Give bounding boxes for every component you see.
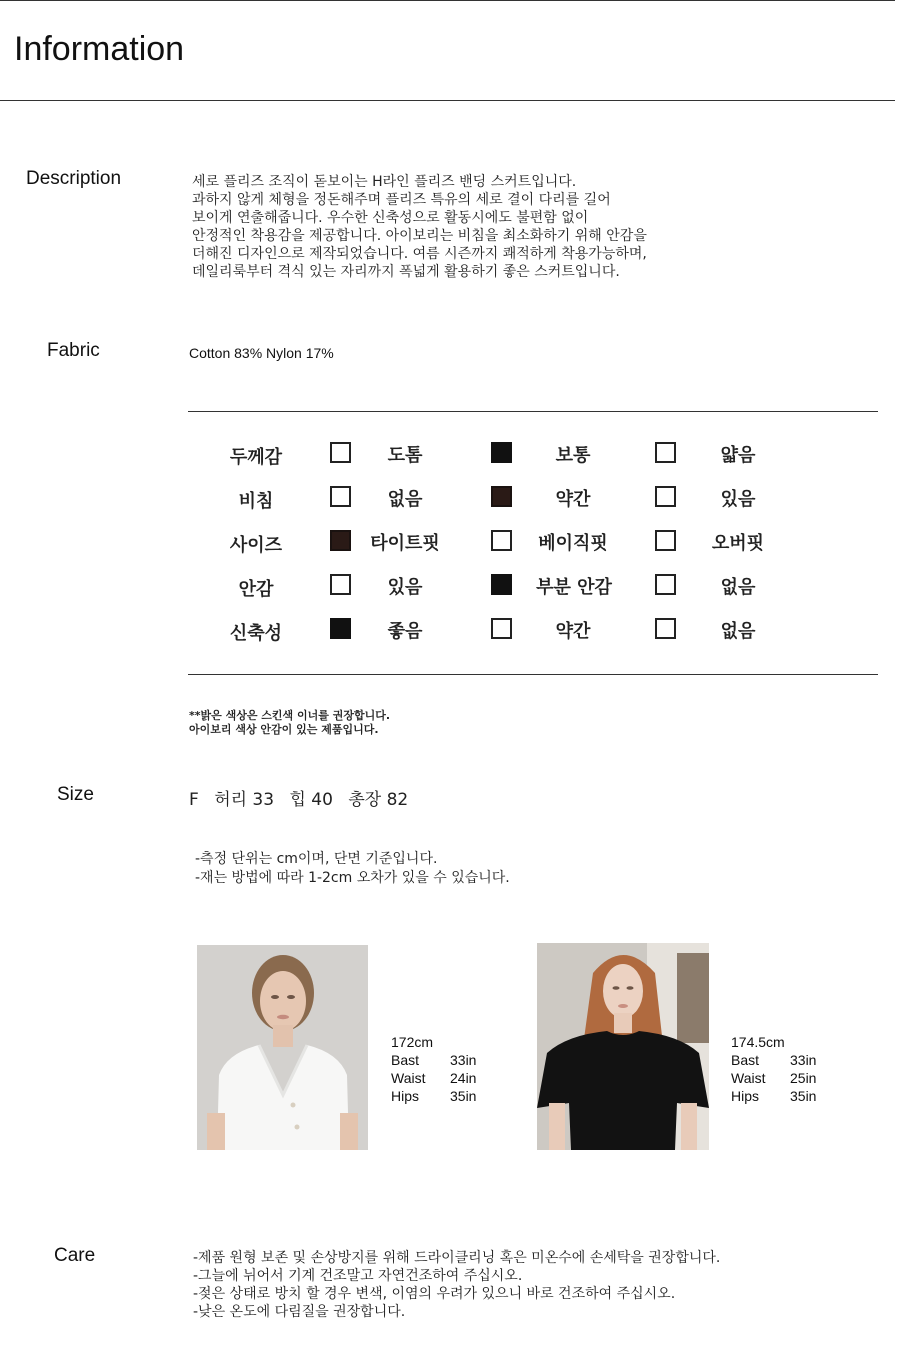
option-label: 베이직핏 <box>538 533 608 554</box>
stat-value: 24in <box>450 1070 477 1086</box>
measure-note: -재는 방법에 따라 1-2cm 오차가 있을 수 있습니다. <box>195 870 510 886</box>
size-label: F <box>189 790 199 810</box>
attribute-label: 비침 <box>238 491 274 512</box>
model-stats-1 <box>391 1033 476 1105</box>
care-line: -그늘에 뉘어서 기계 건조말고 자연건조하여 주십시오. <box>193 1268 523 1284</box>
option-label: 얇음 <box>720 445 756 466</box>
fabric-composition: Cotton 83% Nylon 17% <box>189 345 334 361</box>
checkbox-checked <box>491 442 512 463</box>
model-photo-white <box>197 945 368 1150</box>
description-line: 더해진 디자인으로 제작되었습니다. 여름 시즌까지 쾌적하게 착용가능하며, <box>192 246 647 262</box>
checkbox-checked <box>330 618 351 639</box>
stat-row <box>391 1051 476 1069</box>
attribute-row-fit <box>188 518 878 562</box>
attributes-top-rule <box>188 411 878 412</box>
attribute-label: 사이즈 <box>229 535 283 556</box>
checkbox <box>330 574 351 595</box>
checkbox <box>491 618 512 639</box>
size-hip: 힙 40 <box>289 790 333 810</box>
description-heading: Description <box>26 168 122 189</box>
model-illustration <box>197 945 368 1150</box>
stat-value: 33in <box>790 1052 817 1068</box>
stat-value: 25in <box>790 1070 817 1086</box>
stat-key: Waist <box>731 1070 766 1086</box>
checkbox <box>491 530 512 551</box>
attribute-row-sheerness <box>188 474 878 518</box>
option-label: 약간 <box>555 621 591 642</box>
stat-key: Waist <box>391 1070 426 1086</box>
attribute-row-thickness <box>188 430 878 474</box>
care-line: -낮은 온도에 다림질을 권장합니다. <box>193 1304 406 1320</box>
note-line: 아이보리 색상 안감이 있는 제품입니다. <box>189 723 379 736</box>
stat-key: Bast <box>391 1052 420 1068</box>
option-label: 약간 <box>555 489 591 510</box>
stat-key: Hips <box>391 1088 420 1104</box>
care-line: -제품 원형 보존 및 손상방지를 위해 드라이클리닝 혹은 미온수에 손세탁을 권장합니다. <box>193 1250 721 1266</box>
option-label: 없음 <box>720 621 756 642</box>
attribute-label: 안감 <box>238 579 274 600</box>
option-label: 없음 <box>387 489 423 510</box>
care-heading: Care <box>54 1245 96 1266</box>
option-label: 없음 <box>720 577 756 598</box>
checkbox <box>330 442 351 463</box>
size-heading: Size <box>57 784 94 805</box>
size-values <box>189 785 418 810</box>
header-divider <box>0 100 895 101</box>
option-label: 도톰 <box>387 445 423 466</box>
model-illustration <box>537 943 709 1150</box>
attribute-label: 신축성 <box>229 623 283 644</box>
checkbox-checked <box>330 530 351 551</box>
measure-note: -측정 단위는 cm이며, 단면 기준입니다. <box>195 851 438 867</box>
model-height: 172cm <box>391 1034 434 1050</box>
description-line: 안정적인 착용감을 제공합니다. 아이보리는 비침을 최소화하기 위해 안감을 <box>192 228 647 244</box>
stat-row <box>731 1069 816 1087</box>
option-label: 있음 <box>387 577 423 598</box>
fabric-heading: Fabric <box>47 340 100 361</box>
lining-note <box>189 709 390 737</box>
stat-value: 33in <box>450 1052 477 1068</box>
attribute-row-stretch <box>188 606 878 650</box>
stat-key: Bast <box>731 1052 760 1068</box>
option-label: 있음 <box>720 489 756 510</box>
attribute-label: 두께감 <box>229 447 283 468</box>
stat-row <box>731 1087 816 1105</box>
attribute-grid <box>188 430 878 650</box>
size-waist: 허리 33 <box>214 790 275 810</box>
checkbox-checked <box>491 486 512 507</box>
checkbox <box>655 618 676 639</box>
measure-notes <box>195 850 510 888</box>
attribute-row-lining <box>188 562 878 606</box>
care-line: -젖은 상태로 방치 할 경우 변색, 이염의 우려가 있으니 바로 건조하여 주십시오. <box>193 1286 676 1302</box>
care-instructions <box>193 1249 720 1321</box>
model-stats-2 <box>731 1033 816 1105</box>
stat-value: 35in <box>790 1088 817 1104</box>
attributes-bottom-rule <box>188 674 878 675</box>
stat-row <box>391 1069 476 1087</box>
checkbox-checked <box>491 574 512 595</box>
description-text <box>192 173 752 281</box>
size-length: 총장 82 <box>348 790 409 810</box>
option-label: 타이트핏 <box>370 533 440 554</box>
stat-row <box>391 1087 476 1105</box>
option-label: 보통 <box>555 445 591 466</box>
checkbox <box>655 530 676 551</box>
model-photo-black <box>537 943 709 1150</box>
page-title: Information <box>14 30 185 68</box>
option-label: 좋음 <box>387 621 423 642</box>
stat-key: Hips <box>731 1088 760 1104</box>
checkbox <box>655 442 676 463</box>
top-rule <box>0 0 895 1</box>
option-label: 오버핏 <box>711 533 765 554</box>
stat-value: 35in <box>450 1088 477 1104</box>
checkbox <box>655 486 676 507</box>
option-label: 부분 안감 <box>536 577 612 598</box>
model-height: 174.5cm <box>731 1034 785 1050</box>
description-line: 보이게 연출해줍니다. 우수한 신축성으로 활동시에도 불편함 없이 <box>192 210 589 226</box>
checkbox <box>655 574 676 595</box>
note-line: **밝은 색상은 스킨색 이너를 권장합니다. <box>189 709 391 722</box>
checkbox <box>330 486 351 507</box>
description-line: 과하지 않게 체형을 정돈해주며 플리즈 특유의 세로 결이 다리를 길어 <box>192 192 611 208</box>
stat-row <box>731 1051 816 1069</box>
description-line: 데일리룩부터 격식 있는 자리까지 폭넓게 활용하기 좋은 스커트입니다. <box>192 264 620 280</box>
description-line: 세로 플리즈 조직이 돋보이는 H라인 플리즈 밴딩 스커트입니다. <box>192 174 577 190</box>
